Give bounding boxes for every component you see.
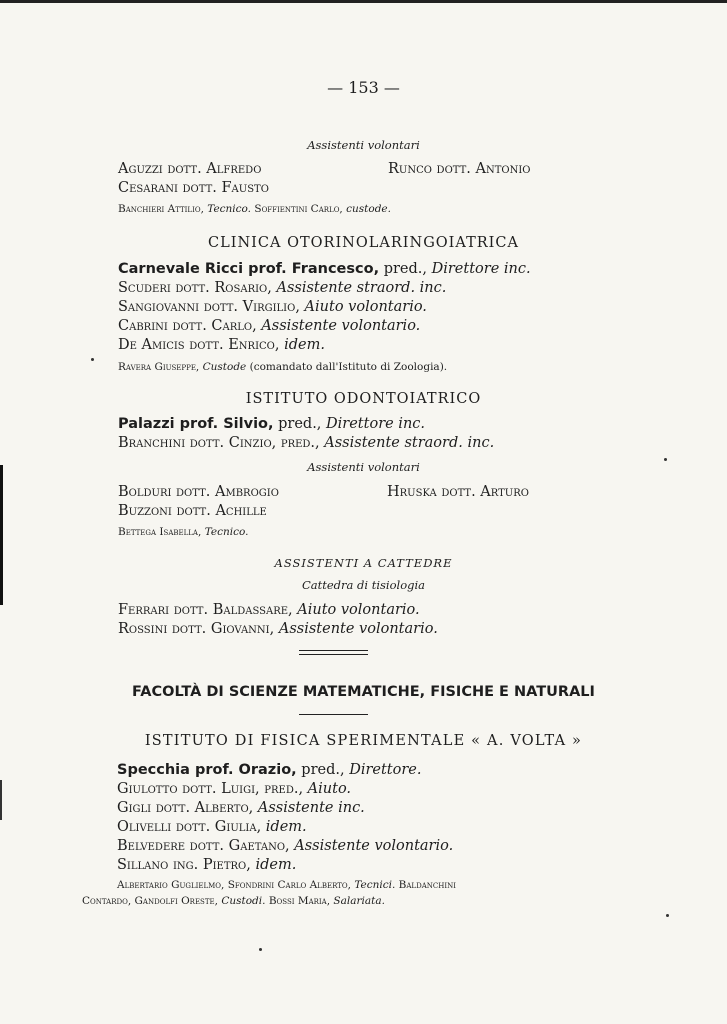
faculty-title: FACOLTÀ DI SCIENZE MATEMATICHE, FISICHE E NATURALI [132, 684, 595, 700]
page-top-edge [0, 0, 727, 3]
volunteer-cesarani: Cesarani dott. Fausto [118, 180, 269, 196]
cattedra-subheading: Cattedra di tisiologia [301, 578, 426, 592]
person-name: Cabrini dott. Carlo, [118, 318, 257, 334]
orl-member [118, 338, 325, 353]
orl-director [118, 262, 531, 277]
scan-speck [664, 458, 667, 461]
staff-line-1 [118, 204, 391, 215]
role-label: Aiuto volontario. [304, 299, 427, 315]
fisica-staff-1 [117, 880, 456, 891]
staff-name: Albertario Guglielmo, Sfondrini Carlo Alberto, [117, 879, 351, 891]
orl-member [118, 300, 427, 315]
person-name: Sillano ing. Pietro, [117, 857, 251, 873]
binding-shadow-lower [0, 780, 2, 820]
odo-director [118, 417, 425, 432]
staff-role: Custode [202, 361, 247, 373]
volunteers-heading: Assistenti volontari [307, 138, 420, 152]
staff-role: Tecnico. [207, 203, 252, 215]
staff-name: Baldanchini [398, 879, 456, 891]
role-label: Aiuto. [307, 781, 352, 797]
staff-role: Salariata. [333, 895, 385, 907]
odo-member [118, 436, 494, 451]
orl-staff [118, 362, 447, 373]
person-name: Branchini dott. Cinzio, pred., [118, 435, 320, 451]
role-label: Assistente inc. [257, 800, 365, 816]
staff-name: Soffientini Carlo, [254, 203, 343, 215]
role-label: Aiuto volontario. [297, 602, 420, 618]
volunteer-bolduri: Bolduri dott. Ambrogio [118, 484, 279, 500]
scan-speck [91, 358, 94, 361]
pred-label: pred., [301, 762, 345, 778]
staff-name: Contardo, Gandolfi Oreste, [82, 895, 218, 907]
pred-label: pred., [383, 261, 427, 277]
person-name: De Amicis dott. Enrico, [118, 337, 280, 353]
role-label: Direttore inc. [431, 261, 531, 277]
role-label: idem. [284, 337, 325, 353]
fisica-member [117, 801, 365, 816]
double-rule-bottom [299, 654, 368, 655]
staff-role: Tecnici. [354, 879, 396, 891]
section-title-orl: CLINICA OTORINOLARINGOIATRICA [208, 235, 519, 251]
role-label: Assistente volontario. [294, 838, 454, 854]
person-name: Specchia prof. Orazio, [117, 762, 297, 778]
staff-note: (comandato dall'Istituto di Zoologia). [249, 361, 448, 373]
person-name: Belvedere dott. Gaetano, [117, 838, 290, 854]
staff-name: Bettega Isabella, [118, 526, 202, 538]
pred-label: pred., [278, 416, 322, 432]
fisica-member [117, 858, 296, 873]
staff-name: Banchieri Attilio, [118, 203, 204, 215]
scan-speck [259, 948, 262, 951]
volunteers-heading: Assistenti volontari [307, 460, 420, 474]
person-name: Carnevale Ricci prof. Francesco, [118, 261, 380, 277]
volunteer-buzzoni: Buzzoni dott. Achille [118, 503, 267, 519]
fisica-staff-2 [82, 896, 385, 907]
page-number: — 153 — [327, 78, 400, 97]
role-label: Assistente straord. inc. [324, 435, 495, 451]
cattedre-member [118, 603, 420, 618]
role-label: Assistente volontario. [278, 621, 438, 637]
fisica-member [117, 839, 453, 854]
role-label: idem. [265, 819, 307, 835]
person-name: Scuderi dott. Rosario, [118, 280, 272, 296]
scan-speck [666, 914, 669, 917]
role-label: Direttore. [349, 762, 422, 778]
staff-role: Tecnico. [204, 526, 249, 538]
section-title-fisica: ISTITUTO DI FISICA SPERIMENTALE « A. VOLTA » [144, 733, 583, 749]
staff-name: Ravera Giuseppe, [118, 361, 200, 373]
orl-member [118, 319, 420, 334]
person-name: Ferrari dott. Baldassare, [118, 602, 293, 618]
person-name: Olivelli dott. Giulia, [117, 819, 262, 835]
person-name: Palazzi prof. Silvio, [118, 416, 274, 432]
staff-role: custode. [346, 203, 391, 215]
person-name: Gigli dott. Alberto, [117, 800, 254, 816]
person-name: Rossini dott. Giovanni, [118, 621, 275, 637]
staff-role: Custodi. [221, 895, 266, 907]
volunteer-aguzzi: Aguzzi dott. Alfredo [118, 161, 262, 177]
section-title-odontoiatrico: ISTITUTO ODONTOIATRICO [245, 391, 482, 407]
person-name: Giulotto dott. Luigi, pred., [117, 781, 304, 797]
person-name: Sangiovanni dott. Virgilio, [118, 299, 300, 315]
orl-member [118, 281, 446, 296]
faculty-rule [299, 714, 368, 715]
role-label: Assistente straord. inc. [276, 280, 447, 296]
volunteer-runco: Runco dott. Antonio [388, 161, 531, 177]
role-label: Assistente volontario. [261, 318, 421, 334]
cattedre-member [118, 622, 438, 637]
fisica-director [117, 763, 421, 778]
cattedre-heading: ASSISTENTI A CATTEDRE [274, 556, 453, 570]
role-label: idem. [255, 857, 297, 873]
odo-staff [118, 527, 248, 538]
volunteer-hruska: Hruska dott. Arturo [387, 484, 529, 500]
role-label: Direttore inc. [326, 416, 426, 432]
fisica-member [117, 782, 351, 797]
staff-name: Bossi Maria, [268, 895, 331, 907]
fisica-member [117, 820, 307, 835]
double-rule-top [299, 650, 368, 651]
